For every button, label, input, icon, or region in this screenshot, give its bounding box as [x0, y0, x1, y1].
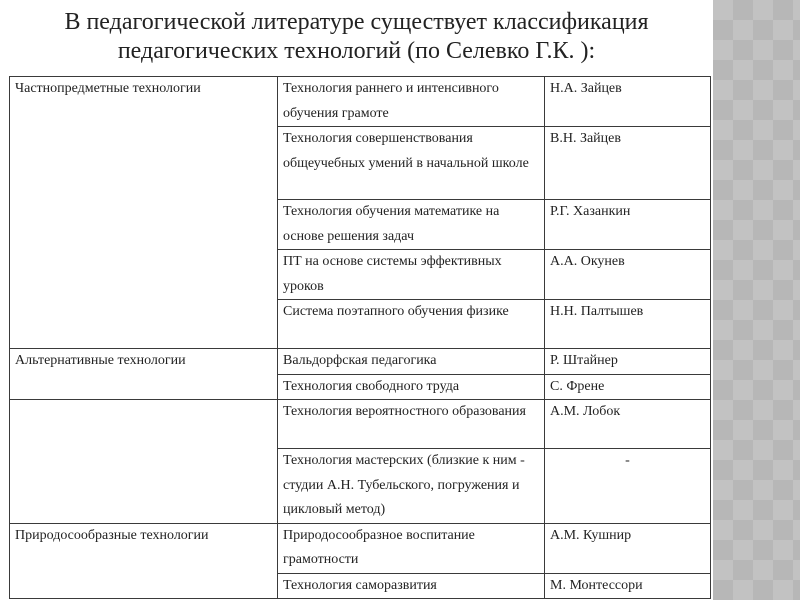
technology-cell: Технология мастерских (близкие к ним - студии А.Н. Тубельского, погружения и цикловый метод) [278, 449, 545, 524]
technology-cell: Технология саморазвития [278, 573, 545, 599]
technology-cell: Система поэтапного обучения физике [278, 300, 545, 349]
author-cell: Н.Н. Палтышев [545, 300, 711, 349]
technology-cell: ПТ на основе системы эффективных уроков [278, 250, 545, 300]
slide-title [0, 8, 713, 66]
technology-cell: Вальдорфская педагогика [278, 349, 545, 375]
technology-cell: Технология раннего и интенсивного обучения грамоте [278, 77, 545, 127]
table-row [10, 523, 711, 573]
technology-cell: Технология свободного труда [278, 374, 545, 400]
author-cell: - [545, 449, 711, 524]
author-cell: Р.Г. Хазанкин [545, 200, 711, 250]
category-cell [10, 400, 278, 524]
technology-cell: Технология вероятностного образования [278, 400, 545, 449]
author-cell: А.А. Окунев [545, 250, 711, 300]
author-cell: А.М. Лобок [545, 400, 711, 449]
technology-cell: Технология обучения математике на основе решения задач [278, 200, 545, 250]
category-cell: Природосообразные технологии [10, 523, 278, 599]
category-cell: Частнопредметные технологии [10, 77, 278, 349]
table-row [10, 77, 711, 127]
category-cell: Альтернативные технологии [10, 349, 278, 400]
author-cell: В.Н. Зайцев [545, 127, 711, 200]
author-cell: М. Монтессори [545, 573, 711, 599]
slide-title-line-1: В педагогической литературе существует классификация [64, 9, 649, 35]
decorative-side-panel [713, 0, 800, 600]
author-cell: Н.А. Зайцев [545, 77, 711, 127]
author-cell: А.М. Кушнир [545, 523, 711, 573]
technology-cell: Технология совершенствования общеучебных умений в начальной школе [278, 127, 545, 200]
table-row [10, 400, 711, 449]
classification-table [9, 76, 711, 599]
slide-title-line-2: педагогических технологий (по Селевко Г.К. ): [117, 38, 596, 64]
table-row [10, 349, 711, 375]
technology-cell: Природосообразное воспитание грамотности [278, 523, 545, 573]
author-cell: С. Френе [545, 374, 711, 400]
author-cell: Р. Штайнер [545, 349, 711, 375]
